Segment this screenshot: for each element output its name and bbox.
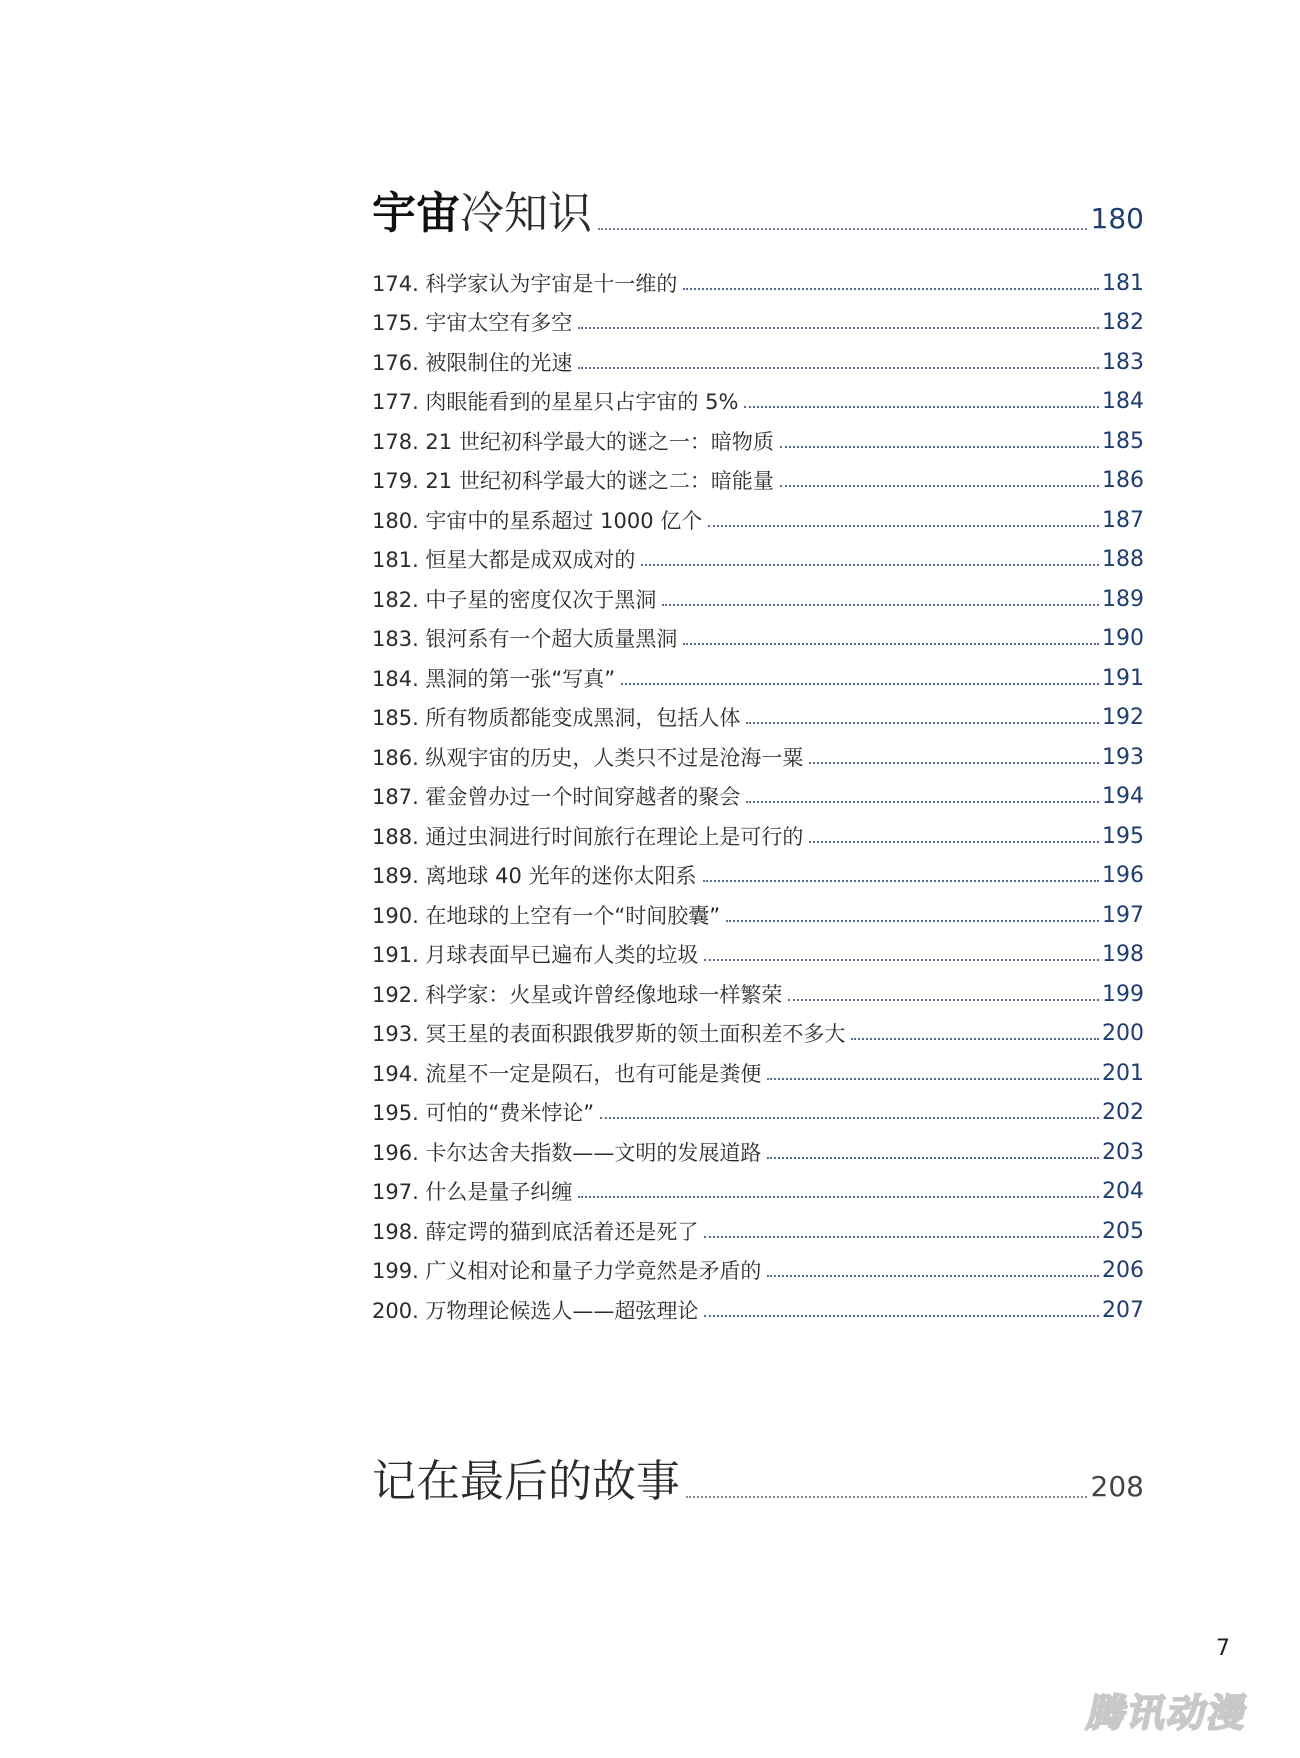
toc-entry[interactable] [372, 772, 1144, 812]
toc-entry-title: 175. 宇宙太空有多空 [372, 311, 573, 335]
toc-entry-title: 180. 宇宙中的星系超过 1000 亿个 [372, 508, 703, 533]
toc-entry-title: 186. 纵观宇宙的历史，人类只不过是沧海一粟 [372, 745, 804, 770]
dot-leader [578, 366, 1099, 369]
toc-entry-page: 194 [1102, 784, 1144, 809]
toc-entry[interactable] [372, 416, 1144, 456]
dot-leader [788, 998, 1099, 1001]
toc-entry[interactable] [372, 1127, 1144, 1167]
toc-entry-page: 202 [1102, 1100, 1144, 1125]
dot-leader [809, 840, 1099, 843]
toc-entry-page: 181 [1102, 270, 1144, 296]
toc-entry-page: 187 [1102, 507, 1144, 533]
dot-leader [686, 1495, 1087, 1498]
toc-entry-title: 189. 离地球 40 光年的迷你太阳系 [372, 864, 697, 888]
toc-entry-title: 194. 流星不一定是陨石，也有可能是粪便 [372, 1061, 762, 1086]
toc-list [372, 258, 1144, 1325]
toc-entry-title: 195. 可怕的“费米悖论” [372, 1101, 595, 1125]
toc-entry-title: 191. 月球表面早已遍布人类的垃圾 [372, 943, 699, 967]
toc-entry-title: 193. 冥王星的表面积跟俄罗斯的领土面积差不多大 [372, 1022, 846, 1046]
toc-entry-title: 178. 21 世纪初科学最大的谜之一：暗物质 [372, 429, 774, 454]
dot-leader [780, 445, 1099, 448]
toc-entry-page: 186 [1102, 468, 1144, 493]
toc-entry[interactable] [372, 258, 1144, 298]
dot-leader [662, 603, 1099, 606]
toc-entry[interactable] [372, 890, 1144, 930]
toc-entry-page: 192 [1102, 705, 1144, 730]
section-title-bold: 宇宙 [372, 188, 460, 239]
dot-leader [809, 761, 1099, 764]
toc-entry-page: 188 [1102, 547, 1144, 572]
toc-entry[interactable] [372, 693, 1144, 733]
toc-entry-title: 185. 所有物质都能变成黑洞，包括人体 [372, 706, 741, 730]
dot-leader [704, 1314, 1099, 1317]
toc-entry[interactable] [372, 930, 1144, 970]
dot-leader [746, 800, 1099, 803]
dot-leader [780, 484, 1099, 487]
toc-entry[interactable] [372, 298, 1144, 338]
toc-entry-page: 191 [1102, 665, 1144, 691]
dot-leader [767, 1274, 1099, 1277]
section-heading-final-story [372, 1452, 1144, 1508]
toc-entry-page: 207 [1102, 1297, 1144, 1323]
toc-entry-title: 188. 通过虫洞进行时间旅行在理论上是可行的 [372, 824, 804, 849]
toc-entry[interactable] [372, 614, 1144, 654]
toc-entry-title: 187. 霍金曾办过一个时间穿越者的聚会 [372, 785, 741, 809]
toc-entry-page: 184 [1102, 389, 1144, 414]
toc-entry-title: 192. 科学家：火星或许曾经像地球一样繁荣 [372, 982, 783, 1007]
dot-leader [708, 524, 1099, 527]
toc-entry[interactable] [372, 1048, 1144, 1088]
watermark-logo [1072, 1686, 1278, 1736]
page-number: 7 [1216, 1636, 1230, 1661]
toc-entry-page: 182 [1102, 310, 1144, 335]
toc-entry[interactable] [372, 1285, 1144, 1325]
dot-leader [683, 642, 1099, 645]
toc-entry-title: 200. 万物理论候选人——超弦理论 [372, 1298, 699, 1323]
dot-leader [767, 1156, 1099, 1159]
toc-entry[interactable] [372, 377, 1144, 417]
toc-entry[interactable] [372, 1009, 1144, 1049]
section-title [372, 188, 592, 240]
dot-leader [598, 227, 1087, 230]
toc-entry-title: 174. 科学家认为宇宙是十一维的 [372, 271, 678, 296]
toc-entry-title: 196. 卡尔达舍夫指数——文明的发展道路 [372, 1140, 762, 1165]
toc-entry-title: 181. 恒星大都是成双成对的 [372, 548, 636, 572]
dot-leader [704, 958, 1099, 961]
toc-entry-title: 176. 被限制住的光速 [372, 350, 573, 375]
toc-entry[interactable] [372, 969, 1144, 1009]
toc-entry-page: 199 [1102, 981, 1144, 1007]
toc-entry-page: 190 [1102, 626, 1144, 651]
toc-entry-page: 206 [1102, 1258, 1144, 1283]
dot-leader [726, 919, 1099, 922]
toc-entry[interactable] [372, 456, 1144, 496]
toc-entry-page: 203 [1102, 1139, 1144, 1165]
toc-entry-page: 197 [1102, 902, 1144, 928]
toc-entry[interactable] [372, 535, 1144, 575]
toc-entry[interactable] [372, 574, 1144, 614]
toc-entry[interactable] [372, 851, 1144, 891]
toc-entry-title: 183. 银河系有一个超大质量黑洞 [372, 627, 678, 651]
section-page-number-final: 208 [1090, 1470, 1144, 1503]
dot-leader [621, 682, 1099, 685]
section-title-final [372, 1456, 680, 1508]
toc-entry-page: 183 [1102, 349, 1144, 375]
toc-entry[interactable] [372, 732, 1144, 772]
toc-entry[interactable] [372, 1088, 1144, 1128]
toc-entry-title: 197. 什么是量子纠缠 [372, 1180, 573, 1204]
toc-entry-page: 198 [1102, 942, 1144, 967]
toc-entry-page: 189 [1102, 586, 1144, 612]
toc-entry-page: 200 [1102, 1021, 1144, 1046]
toc-entry-title: 182. 中子星的密度仅次于黑洞 [372, 587, 657, 612]
svg-text:腾讯动漫: 腾讯动漫 [1083, 1691, 1253, 1736]
section-title-final-text: 记在最后的故事 [372, 1456, 680, 1507]
toc-entry-title: 177. 肉眼能看到的星星只占宇宙的 5% [372, 390, 739, 414]
watermark-logo-graphic [1072, 1686, 1278, 1736]
toc-entry-title: 179. 21 世纪初科学最大的谜之二：暗能量 [372, 469, 774, 493]
toc-entry[interactable] [372, 653, 1144, 693]
toc-entry[interactable] [372, 1246, 1144, 1286]
dot-leader [641, 563, 1099, 566]
toc-entry-page: 201 [1102, 1060, 1144, 1086]
dot-leader [578, 326, 1099, 329]
toc-entry-title: 198. 薛定谔的猫到底活着还是死了 [372, 1219, 699, 1244]
dot-leader [683, 287, 1099, 290]
toc-entry[interactable] [372, 337, 1144, 377]
toc-entry-page: 195 [1102, 823, 1144, 849]
dot-leader [746, 721, 1099, 724]
dot-leader [851, 1037, 1099, 1040]
dot-leader [703, 879, 1099, 882]
toc-entry[interactable] [372, 1167, 1144, 1207]
toc-entry[interactable] [372, 495, 1144, 535]
dot-leader [704, 1235, 1099, 1238]
toc-entry-page: 204 [1102, 1179, 1144, 1204]
section-page-number: 180 [1090, 202, 1144, 235]
toc-entry-page: 196 [1102, 863, 1144, 888]
toc-entry-page: 185 [1102, 428, 1144, 454]
toc-entry[interactable] [372, 1206, 1144, 1246]
section-title-light: 冷知识 [460, 188, 592, 239]
toc-entry-title: 184. 黑洞的第一张“写真” [372, 666, 616, 691]
toc-entry-page: 205 [1102, 1218, 1144, 1244]
dot-leader [767, 1077, 1099, 1080]
dot-leader [578, 1195, 1099, 1198]
toc-entry-page: 193 [1102, 744, 1144, 770]
dot-leader [744, 405, 1099, 408]
toc-entry[interactable] [372, 811, 1144, 851]
toc-entry-title: 190. 在地球的上空有一个“时间胶囊” [372, 903, 721, 928]
section-heading-cosmos [372, 184, 1144, 240]
toc-entry-title: 199. 广义相对论和量子力学竟然是矛盾的 [372, 1259, 762, 1283]
dot-leader [600, 1116, 1099, 1119]
